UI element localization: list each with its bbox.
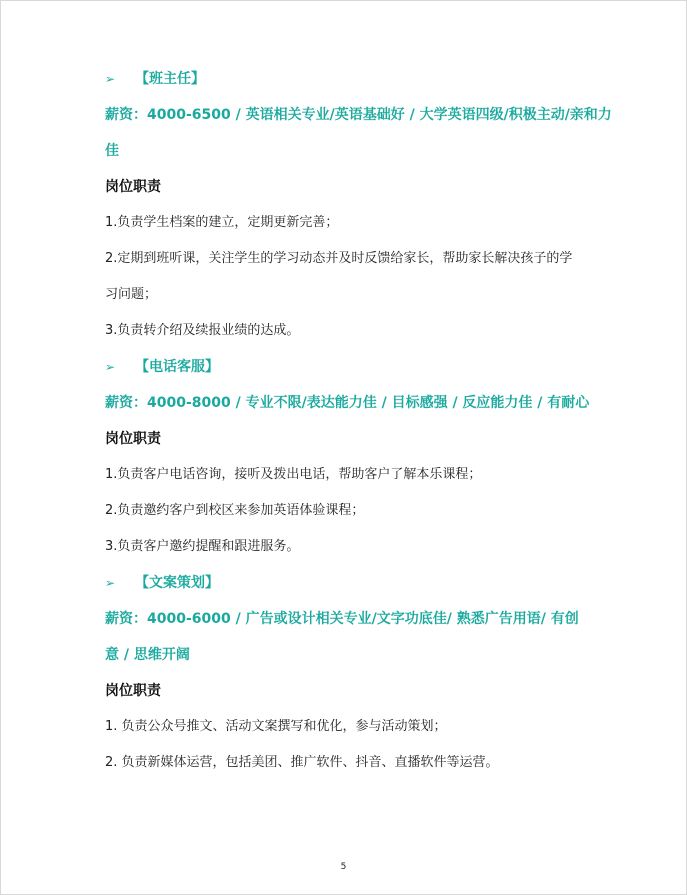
page-content (105, 61, 612, 781)
salary-line: 薪资：4000-6000 / 广告或设计相关专业/文字功底佳/ 熟悉广告用语/ 有创 (105, 611, 579, 627)
duty-item: 1.负责学生档案的建立，定期更新完善； (105, 215, 339, 230)
duty-item: 3.负责客户邀约提醒和跟进服务。 (105, 539, 300, 554)
salary-line-continued: 意 / 思维开阔 (105, 647, 190, 663)
section-title: 【文案策划】 (135, 575, 219, 591)
duties-title: 岗位职责 (105, 683, 161, 699)
duty-item: 2. 负责新媒体运营，包括美团、推广软件、抖音、直播软件等运营。 (105, 755, 499, 770)
section-title: 【电话客服】 (135, 359, 219, 375)
arrow-bullet-icon: ➢ (105, 360, 116, 374)
salary-line-continued: 佳 (105, 143, 119, 159)
duties-title: 岗位职责 (105, 431, 161, 447)
salary-line: 薪资：4000-8000 / 专业不限/表达能力佳 / 目标感强 / 反应能力佳 / 有耐心 (105, 395, 590, 411)
arrow-bullet-icon: ➢ (105, 72, 116, 86)
section-heading-phone-service (105, 349, 595, 385)
duty-item: 1. 负责公众号推文、活动文案撰写和优化，参与活动策划； (105, 719, 447, 734)
arrow-bullet-icon: ➢ (105, 576, 116, 590)
section-title: 【班主任】 (135, 71, 205, 87)
duty-item: 2.负责邀约客户到校区来参加英语体验课程； (105, 503, 365, 518)
duties-title: 岗位职责 (105, 179, 161, 195)
salary-line: 薪资：4000-6500 / 英语相关专业/英语基础好 / 大学英语四级/积极主动/亲和力 (105, 107, 612, 123)
duty-item: 3.负责转介绍及续报业绩的达成。 (105, 323, 300, 338)
page-number: 5 (340, 862, 347, 872)
section-heading-copywriting (105, 565, 595, 601)
duty-item: 1.负责客户电话咨询，接听及拨出电话，帮助客户了解本乐课程； (105, 467, 482, 482)
section-heading-head-teacher (105, 61, 595, 97)
duty-item: 2.定期到班听课，关注学生的学习动态并及时反馈给家长，帮助家长解决孩子的学 (105, 251, 573, 266)
duty-item-continued: 习问题； (105, 287, 158, 302)
